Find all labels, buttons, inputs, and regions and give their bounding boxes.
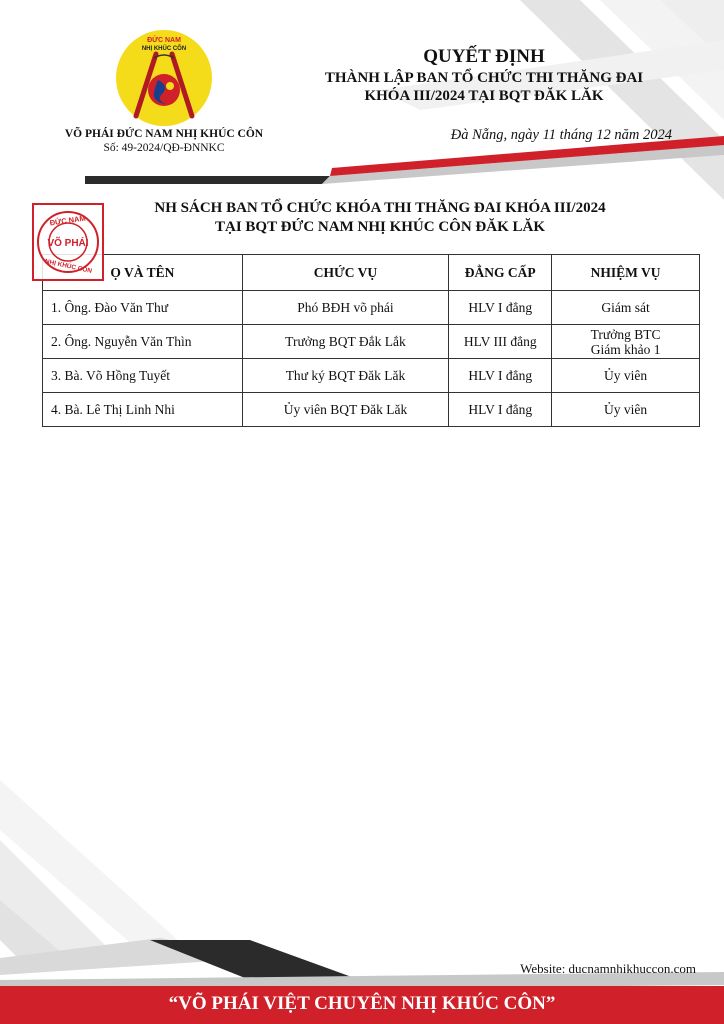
member-rank: HLV I đẳng xyxy=(449,291,552,325)
table-row xyxy=(43,291,700,325)
table-row xyxy=(43,325,700,359)
date-line: Đà Nẵng, ngày 11 tháng 12 năm 2024 xyxy=(450,127,672,143)
member-position: Trưởng BQT Đắk Lắk xyxy=(242,325,449,359)
stamp-bottom-text: NHỊ KHÚC CÔN xyxy=(44,258,93,275)
stamp-center-text: VÕ PHÁI xyxy=(47,238,89,249)
decision-subtitle-line1: THÀNH LẬP BAN TỔ CHỨC THI THĂNG ĐAI xyxy=(324,70,644,86)
member-rank: HLV I đẳng xyxy=(449,359,552,393)
member-position: Phó BĐH võ phái xyxy=(242,291,449,325)
website-link[interactable]: Website: ducnamnhikhuccon.com xyxy=(520,961,696,976)
table-row xyxy=(43,359,700,393)
member-position: Ủy viên BQT Đăk Lăk xyxy=(242,393,449,427)
red-stamp xyxy=(32,203,104,281)
logo-top-text: ĐỨC NAM xyxy=(147,37,181,44)
header-full-name: Ọ VÀ TÊN xyxy=(43,255,243,291)
decision-title: QUYẾT ĐỊNH xyxy=(423,46,545,67)
member-name: 4. Bà. Lê Thị Linh Nhi xyxy=(43,393,243,427)
list-title-line1: NH SÁCH BAN TỔ CHỨC KHÓA THI THĂNG ĐAI KHÓA III/2024 xyxy=(154,200,606,216)
member-name: 3. Bà. Võ Hồng Tuyết xyxy=(43,359,243,393)
member-duty: Ủy viên xyxy=(552,393,700,427)
organization-logo xyxy=(114,28,214,128)
member-duty-line1: Trưởng BTC xyxy=(590,326,661,342)
header-duty: NHIỆM VỤ xyxy=(552,255,700,291)
organization-name: VÕ PHÁI ĐỨC NAM NHỊ KHÚC CÔN xyxy=(64,128,264,140)
member-rank: HLV III đẳng xyxy=(449,325,552,359)
member-duty-line2: Giám khảo 1 xyxy=(590,341,661,357)
logo-sub-text: NHỊ KHÚC CÔN xyxy=(141,46,187,52)
document-number: Số: 49-2024/QĐ-ĐNNKC xyxy=(103,142,225,154)
decision-subtitle-line2: KHÓA III/2024 TẠI BQT ĐĂK LĂK xyxy=(364,88,604,104)
footer-slogan: “VÕ PHÁI VIỆT CHUYÊN NHỊ KHÚC CÔN” xyxy=(168,993,556,1014)
member-name: 1. Ông. Đào Văn Thư xyxy=(43,291,243,325)
table-header-row xyxy=(43,255,700,291)
member-duty: Giám sát xyxy=(552,291,700,325)
list-title-line2: TẠI BQT ĐỨC NAM NHỊ KHÚC CÔN ĐĂK LĂK xyxy=(214,219,545,235)
header-bar-dark xyxy=(85,176,330,184)
member-duty: Ủy viên xyxy=(552,359,700,393)
organizing-committee-table xyxy=(42,254,700,427)
header-rank: ĐẲNG CẤP xyxy=(449,255,552,291)
member-position: Thư ký BQT Đăk Lăk xyxy=(242,359,449,393)
stamp-top-text: ĐỨC NAM xyxy=(49,213,87,228)
header-position: CHỨC VỤ xyxy=(242,255,449,291)
member-name: 2. Ông. Nguyễn Văn Thìn xyxy=(43,325,243,359)
member-duty xyxy=(552,325,700,359)
member-rank: HLV I đẳng xyxy=(449,393,552,427)
table-row xyxy=(43,393,700,427)
